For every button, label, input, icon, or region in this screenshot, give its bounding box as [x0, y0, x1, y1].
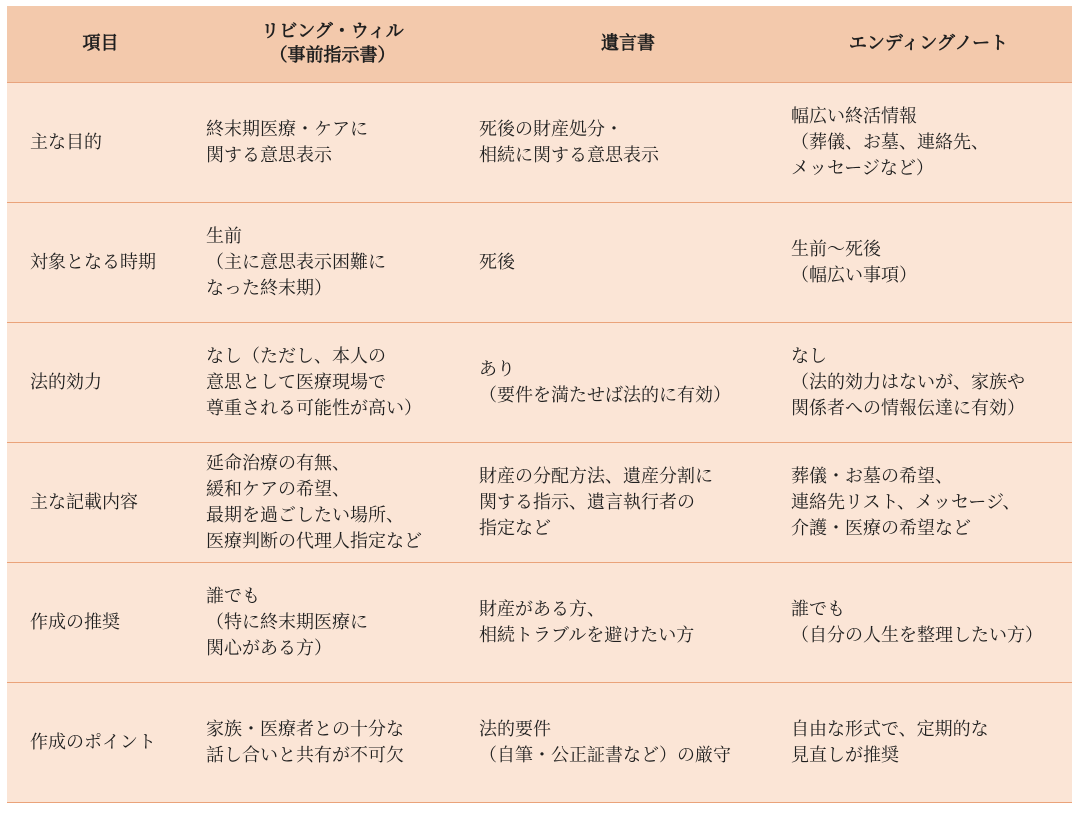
row-item-label: 作成の推奨: [30, 611, 120, 633]
ending-note-cell: 誰でも （自分の人生を整理したい方）: [791, 598, 1043, 646]
ending-note-cell: 自由な形式で、定期的な 見直しが推奨: [791, 718, 989, 766]
table-row: [7, 683, 1072, 803]
living-will-cell: なし（ただし、本人の 意思として医療現場で 尊重される可能性が高い）: [206, 345, 422, 419]
testament-cell: 法的要件 （自筆・公正証書など）の厳守: [479, 718, 731, 766]
header-living-will: リビング・ウィル （事前指示書）: [261, 21, 404, 66]
ending-note-cell: なし （法的効力はないが、家族や 関係者への情報伝達に有効）: [791, 345, 1025, 419]
ending-note-cell: 葬儀・お墓の希望、 連絡先リスト、メッセージ、 介護・医療の希望など: [791, 465, 1021, 539]
living-will-cell: 終末期医療・ケアに 関する意思表示: [206, 118, 368, 166]
table-row: [7, 83, 1072, 203]
testament-cell: 死後: [479, 251, 515, 273]
living-will-cell: 延命治療の有無、 緩和ケアの希望、 最期を過ごしたい場所、 医療判断の代理人指定など: [206, 452, 422, 552]
table-header: [7, 6, 1072, 83]
header-item: 項目: [82, 33, 119, 54]
living-will-cell: 誰でも （特に終末期医療に 関心がある方）: [206, 585, 368, 659]
testament-cell: 財産の分配方法、遺産分割に 関する指示、遺言執行者の 指定など: [479, 465, 713, 539]
row-item-label: 主な目的: [30, 131, 102, 153]
table-row: [7, 443, 1072, 563]
table-row: [7, 323, 1072, 443]
row-item-label: 主な記載内容: [30, 491, 138, 513]
table-row: [7, 563, 1072, 683]
living-will-cell: 生前 （主に意思表示困難に なった終末期）: [206, 225, 386, 299]
testament-cell: 財産がある方、 相続トラブルを避けたい方: [479, 598, 695, 646]
ending-note-cell: 生前〜死後 （幅広い事項）: [791, 238, 917, 286]
row-item-label: 作成のポイント: [30, 731, 156, 753]
table-row: [7, 203, 1072, 323]
ending-note-cell: 幅広い終活情報 （葬儀、お墓、連絡先、 メッセージなど）: [791, 105, 989, 179]
testament-cell: 死後の財産処分・ 相続に関する意思表示: [479, 118, 659, 166]
comparison-table: [7, 6, 1072, 803]
living-will-cell: 家族・医療者との十分な 話し合いと共有が不可欠: [206, 718, 404, 766]
testament-cell: あり （要件を満たせば法的に有効）: [479, 358, 731, 406]
row-item-label: 対象となる時期: [30, 251, 156, 273]
row-item-label: 法的効力: [30, 371, 102, 393]
header-ending-note: エンディングノート: [848, 33, 1009, 54]
header-testament: 遺言書: [601, 33, 655, 54]
